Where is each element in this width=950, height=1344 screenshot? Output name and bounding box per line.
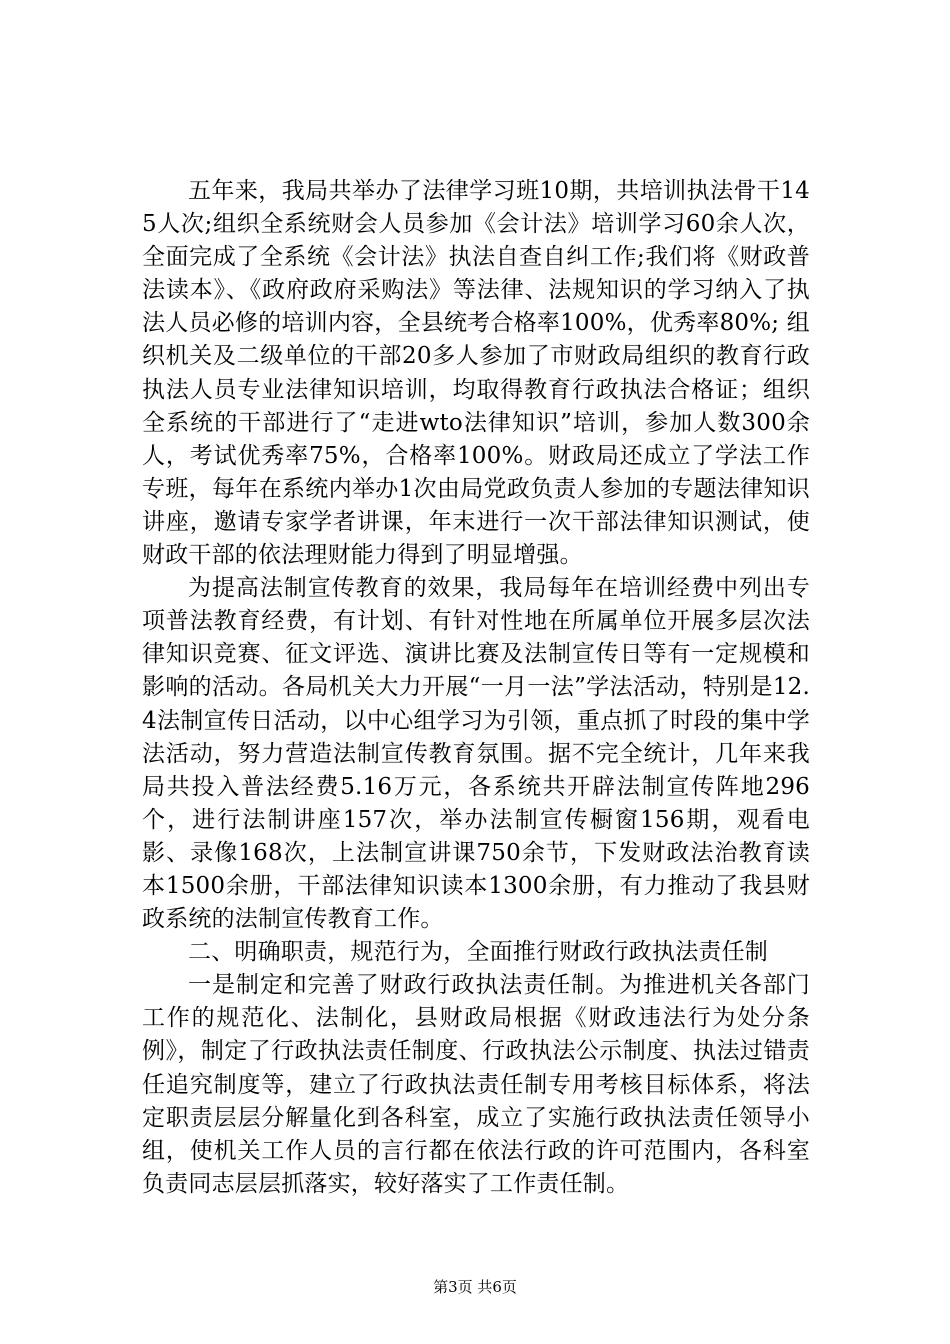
page-number: 第3页 共6页 [433, 1278, 517, 1296]
paragraph-responsibility: 一是制定和完善了财政行政执法责任制。为推进机关各部门工作的规范化、法制化，县财政局根据《财政违法行为处分条例》，制定了行政执法责任制度、行政执法公示制度、执法过错责任追究制度等，建立了行政执法责任制专用考核目标体系，将法定职责层层分解量化到各科室，成立了实施行政执法责任领导小组，使机关工作人员的言行都在依法行政的许可范围内，各科室负责同志层层抓落实，较好落实了工作责任制。 [142, 972, 810, 1197]
paragraph-publicity: 为提高法制宣传教育的效果，我局每年在培训经费中列出专项普法教育经费，有计划、有针对性地在所属单位开展多层次法律知识竞赛、征文评选、演讲比赛及法制宣传日等有一定规模和影响的活动。各局机关大力开展“一月一法”学法活动，特别是12.4法制宣传日活动，以中心组学习为引领，重点抓了时段的集中学法活动，努力营造法制宣传教育氛围。据不完全统计，几年来我局共投入普法经费5.16万元，各系统共开辟法制宣传阵地296个，进行法制讲座157次，举办法制宣传橱窗156期，观看电影、录像168次，上法制宣讲课750余节，下发财政法治教育读本1500余册，干部法律知识读本1300余册，有力推动了我县财政系统的法制宣传教育工作。 [142, 575, 810, 933]
paragraph-training: 五年来，我局共举办了法律学习班10期，共培训执法骨干145人次;组织全系统财会人员参加《会计法》培训学习60余人次，全面完成了全系统《会计法》执法自查自纠工作;我们将《财政普法读本》、《政府政府采购法》等法律、法规知识的学习纳入了执法人员必修的培训内容，全县统考合格率100%，优秀率80%; 组织机关及二级单位的干部20多人参加了市财政局组织的教育行政执法人员专业法律知识培训，均取得教育行政执法合格证；组织全系统的干部进行了“走进wto法律知识”培训，参加人数300余人，考试优秀率75%，合格率100%。财政局还成立了学法工作专班，每年在系统内举办1次由局党政负责人参加的专题法律知识讲座，邀请专家学者讲课，年末进行一次干部法律知识测试，使财政干部的依法理财能力得到了明显增强。 [142, 178, 810, 569]
document-body [142, 175, 810, 1201]
section-heading: 二、明确职责，规范行为，全面推行财政行政执法责任制 [188, 939, 768, 966]
